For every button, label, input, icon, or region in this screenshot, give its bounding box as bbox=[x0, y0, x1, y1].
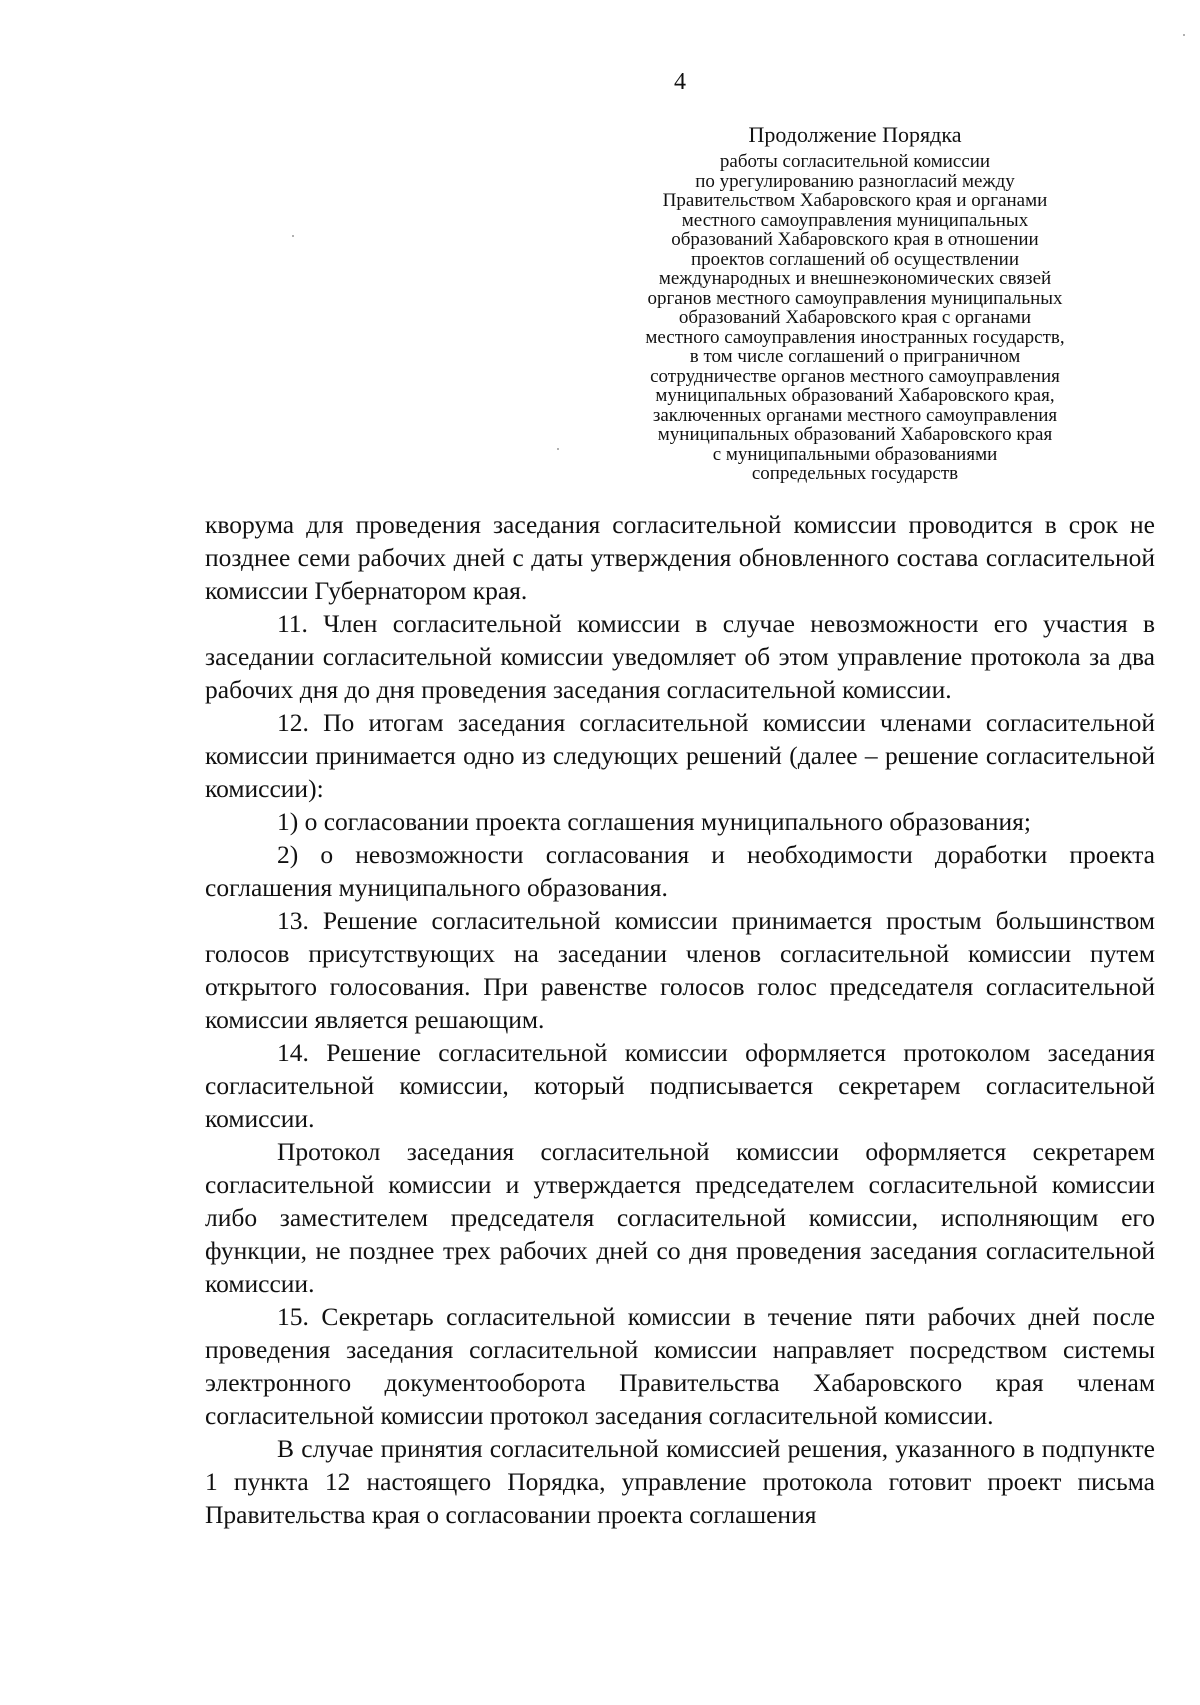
paragraph-12-item-1: 1) о согласовании проекта соглашения муниципального образования; bbox=[277, 807, 1031, 836]
paragraph-quorum-continuation: кворума для проведения заседания согласительной комиссии проводится в срок не позднее семи рабочих дней с даты утверждения обновленного состава согласительной комиссии Губернатором края. bbox=[205, 510, 1155, 605]
paragraph-15: 15. Секретарь согласительной комиссии в течение пяти рабочих дней после проведения заседания согласительной комиссии направляет посредством системы электронного документооборота Правительства Хабаровского края членам согласительной комиссии протокол заседания согласительной комиссии. bbox=[205, 1302, 1155, 1430]
order-continuation-header bbox=[590, 122, 1120, 484]
paragraph-12: 12. По итогам заседания согласительной комиссии членами согласительной комиссии принимается одно из следующих решений (далее – решение согласительной комиссии): bbox=[205, 708, 1155, 803]
paragraph-14: 14. Решение согласительной комиссии оформляется протоколом заседания согласительной комиссии, который подписывается секретарем согласительной комиссии. bbox=[205, 1038, 1155, 1133]
header-line: заключенных органами местного самоуправления bbox=[652, 404, 1058, 426]
paragraph-13: 13. Решение согласительной комиссии принимается простым большинством голосов присутствующих на заседании членов согласительной комиссии путем открытого голосования. При равенстве голосов голос председателя согласительной комиссии является решающим. bbox=[205, 906, 1155, 1034]
header-line: образований Хабаровского края в отношении bbox=[671, 229, 1039, 250]
header-line: сопредельных государств bbox=[751, 463, 959, 484]
paragraph-14-protocol: Протокол заседания согласительной комиссии оформляется секретарем согласительной комиссии и утверждается председателем согласительной комиссии либо заместителем председателя согласительной комиссии, исполняющим его функции, не позднее трех рабочих дней со дня проведения заседания согласительной комиссии. bbox=[205, 1137, 1155, 1298]
header-line: с муниципальными образованиями bbox=[712, 443, 998, 465]
scan-speck bbox=[1183, 34, 1185, 36]
paragraph-15-decision: В случае принятия согласительной комиссией решения, указанного в подпункте 1 пункта 12 настоящего Порядка, управление протокола готовит проект письма Правительства края о согласовании проекта соглашения bbox=[205, 1434, 1155, 1529]
page-number: 4 bbox=[674, 69, 686, 95]
header-line: в том числе соглашений о приграничном bbox=[689, 346, 1021, 367]
header-line: муниципальных образований Хабаровского края bbox=[657, 424, 1053, 445]
scan-speck bbox=[292, 235, 294, 237]
paragraph-11: 11. Член согласительной комиссии в случае невозможности его участия в заседании согласительной комиссии уведомляет об этом управление протокола за два рабочих дня до дня проведения заседания согласительной комиссии. bbox=[205, 609, 1155, 704]
header-line: образований Хабаровского края с органами bbox=[678, 307, 1032, 328]
header-line: сотрудничестве органов местного самоуправления bbox=[650, 365, 1060, 387]
header-line: местного самоуправления иностранных государств, bbox=[645, 326, 1065, 348]
scan-speck bbox=[557, 448, 559, 450]
header-title: Продолжение Порядка bbox=[748, 122, 962, 147]
header-line: органов местного самоуправления муниципальных bbox=[647, 287, 1063, 309]
header-line: работы согласительной комиссии bbox=[719, 151, 991, 172]
header-line: местного самоуправления муниципальных bbox=[681, 209, 1029, 231]
header-line: по урегулированию разногласий между bbox=[695, 170, 1015, 192]
header-line: муниципальных образований Хабаровского края, bbox=[655, 385, 1055, 406]
document-body bbox=[205, 508, 1155, 1531]
header-line: Правительством Хабаровского края и органами bbox=[662, 190, 1048, 211]
header-line: международных и внешнеэкономических связей bbox=[658, 268, 1052, 289]
paragraph-12-item-2: 2) о невозможности согласования и необходимости доработки проекта соглашения муниципального образования. bbox=[205, 840, 1155, 902]
header-line: проектов соглашений об осуществлении bbox=[690, 248, 1020, 270]
